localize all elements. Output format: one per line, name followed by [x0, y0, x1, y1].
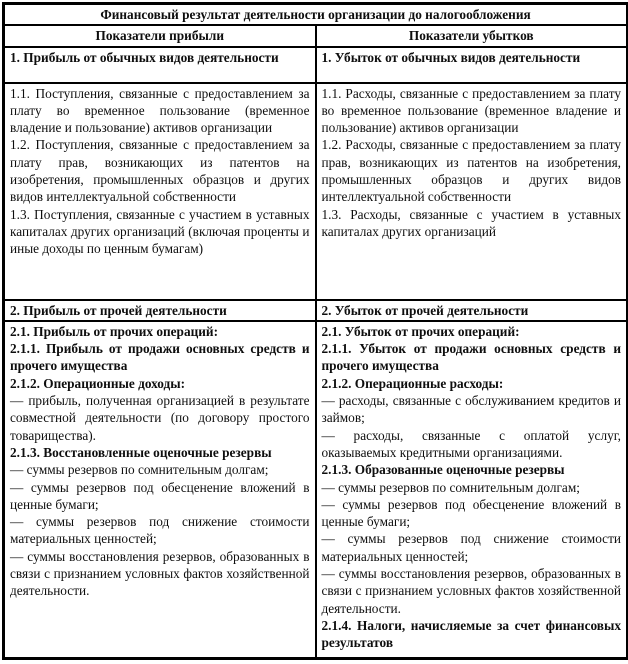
section1-profit-heading: 1. Прибыль от обычных видов деятельности [4, 47, 316, 83]
section2-loss-heading: 2. Убыток от прочей деятельности [316, 300, 628, 321]
loss-item-1-1: 1.1. Расходы, связанные с предоставлением за плату во временное пользование (временное владение и пользование) активов организации [321, 85, 622, 136]
loss-item-1-3: 1.3. Расходы, связанные с участием в уставных капиталах других организаций [321, 206, 622, 239]
section1-loss-cell [316, 83, 628, 300]
financial-result-table [2, 2, 628, 660]
loss-dash-item-2: — расходы, связанные с оплатой услуг, оказываемых кредитными организациями. [321, 427, 622, 460]
loss-item-2-1-3: 2.1.3. Образованные оценочные резервы [321, 462, 565, 478]
profit-item-1-3: 1.3. Поступления, связанные с участием в уставных капиталах других организаций (включая проценты и иные доходы по ценным бумагам) [10, 206, 310, 257]
section1-profit-cell [4, 83, 316, 300]
loss-dash-item-6: — суммы восстановления резервов, образованных в связи с признанием условных фактов хозяйственной деятельности. [321, 566, 622, 616]
loss-dash-item-3: — суммы резервов по сомнительным долгам; [321, 479, 580, 495]
table-title-row [4, 4, 628, 26]
profit-item-2-1-3: 2.1.3. Восстановленные оценочные резервы [10, 444, 272, 460]
section1-loss-heading: 1. Убыток от обычных видов деятельности [316, 47, 628, 83]
section1-heading-row [4, 47, 628, 83]
loss-item-1-2: 1.2. Расходы, связанные с предоставлением за плату прав, возникающих из патентов на изобретения, промышленных образцов и других видов интеллектуальной собственности [321, 137, 622, 205]
profit-dash-item-4: — суммы резервов под снижение стоимости материальных ценностей; [10, 514, 310, 547]
loss-dash-item-1: — расходы, связанные с обслуживанием кредитов и займов; [321, 393, 622, 426]
section1-content-row [4, 83, 628, 300]
loss-dash-item-4: — суммы резервов под обесценение вложений в ценные бумаги; [321, 496, 622, 530]
loss-item-2-1-2: 2.1.2. Операционные расходы: [321, 375, 504, 391]
loss-item-2-1-1: 2.1.1. Убыток от продажи основных средств и прочего имущества [321, 341, 622, 374]
profit-item-2-1-1: 2.1.1. Прибыль от продажи основных средств и прочего имущества [10, 341, 310, 374]
profit-dash-item-5: — суммы восстановления резервов, образованных в связи с признанием условных фактов хозяйственной деятельности. [10, 548, 310, 599]
profit-item-1-1: 1.1. Поступления, связанные с предоставлением за плату во временное пользование (временное владение и пользование) активов организации [10, 85, 310, 136]
section2-profit-heading: 2. Прибыль от прочей деятельности [4, 300, 316, 321]
section2-content-row [4, 321, 628, 659]
profit-item-1-2: 1.2. Поступления, связанные с предоставлением за плату прав, возникающих из патентов на изобретения, промышленных образцов и других видов интеллектуальной собственности [10, 137, 310, 205]
loss-dash-item-5: — суммы резервов под снижение стоимости материальных ценностей; [321, 531, 622, 564]
profit-dash-item-2: — суммы резервов по сомнительным долгам; [10, 462, 269, 478]
profit-item-2-1-2: 2.1.2. Операционные доходы: [10, 375, 186, 391]
profit-dash-item-1: — прибыль, полученная организацией в результате совместной деятельности (по договору простого товарищества). [10, 393, 310, 443]
loss-item-2-1-4: 2.1.4. Налоги, начисляемые за счет финансовых результатов [321, 617, 622, 651]
column-header-profit: Показатели прибыли [4, 25, 316, 46]
profit-dash-item-3: — суммы резервов под обесценение вложений в ценные бумаги; [10, 479, 310, 512]
column-header-row [4, 25, 628, 46]
profit-item-2-1: 2.1. Прибыль от прочих операций: [10, 323, 219, 339]
column-header-loss: Показатели убытков [316, 25, 628, 46]
loss-item-2-1: 2.1. Убыток от прочих операций: [321, 323, 520, 339]
section2-loss-cell [316, 321, 628, 659]
section2-profit-cell [4, 321, 316, 659]
section2-heading-row [4, 300, 628, 321]
table-title: Финансовый результат деятельности организации до налогообложения [4, 4, 628, 26]
